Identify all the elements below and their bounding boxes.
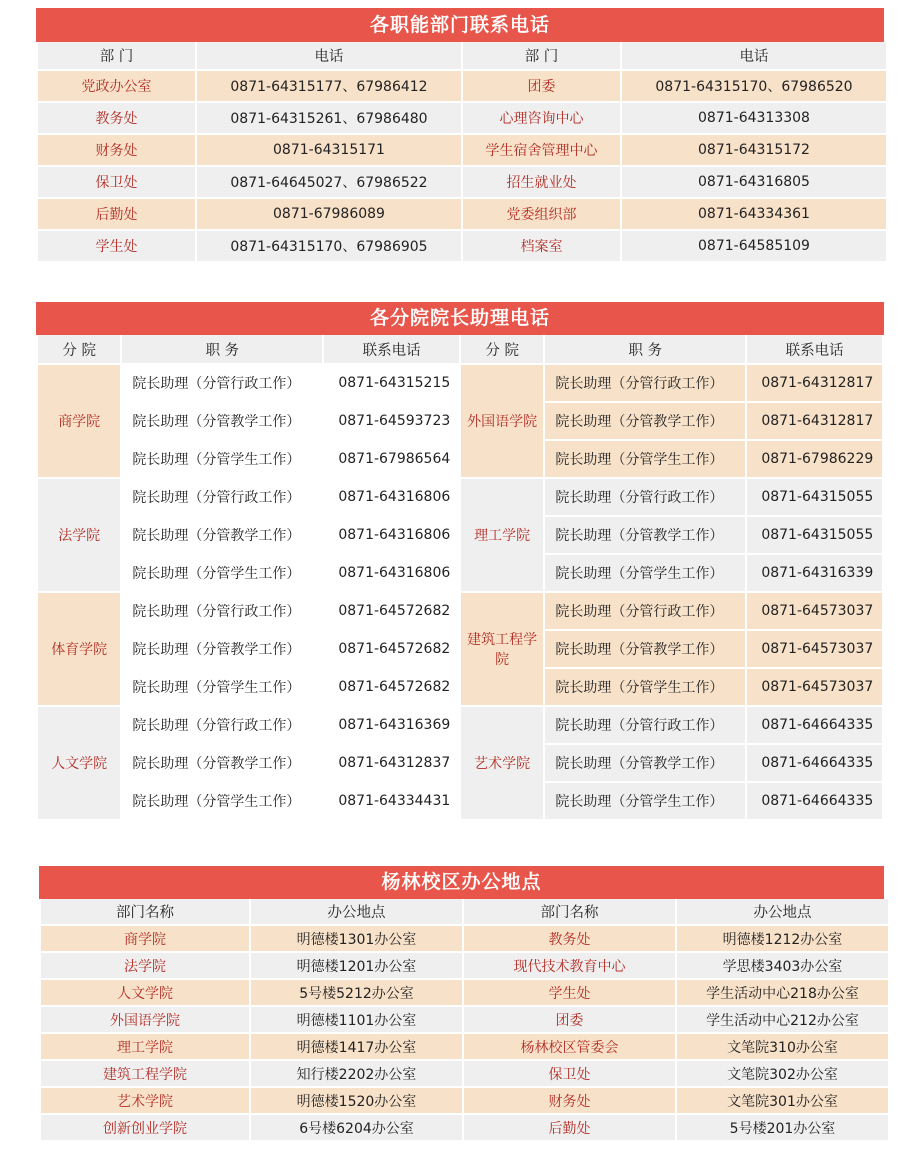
post-title: 院长助理（分管学生工作） (122, 669, 322, 705)
phone: 0871-64585109 (622, 231, 886, 261)
phone: 0871-64315261、67986480 (197, 103, 461, 133)
table-row (38, 707, 882, 743)
section-title: 各职能部门联系电话 (36, 8, 884, 42)
header-dept: 部 门 (38, 42, 195, 69)
dept-name: 建筑工程学院 (41, 1061, 249, 1086)
post-title: 院长助理（分管行政工作） (122, 479, 322, 515)
header-college: 分 院 (461, 335, 543, 363)
dept-name: 保卫处 (464, 1061, 675, 1086)
dept-name: 商学院 (41, 926, 249, 951)
phone: 0871-64572682 (324, 593, 459, 629)
phone: 0871-64315172 (622, 135, 886, 165)
table-row (38, 135, 886, 165)
table-row (38, 479, 882, 515)
phone: 0871-64315170、67986520 (622, 71, 886, 101)
phone: 0871-67986564 (324, 441, 459, 477)
office-location: 知行楼2202办公室 (251, 1061, 462, 1086)
college-name: 人文学院 (38, 707, 120, 819)
college-name: 外国语学院 (461, 365, 543, 477)
dept-name: 招生就业处 (463, 167, 620, 197)
dept-name: 学生处 (38, 231, 195, 261)
phone: 0871-64334431 (324, 783, 459, 819)
post-title: 院长助理（分管教学工作） (545, 631, 745, 667)
office-location: 文笔院310办公室 (677, 1034, 888, 1059)
phone: 0871-64316805 (622, 167, 886, 197)
post-title: 院长助理（分管教学工作） (545, 745, 745, 781)
phone: 0871-64664335 (747, 745, 882, 781)
dept-name: 保卫处 (38, 167, 195, 197)
phone: 0871-64316806 (324, 555, 459, 591)
office-location: 学生活动中心218办公室 (677, 980, 888, 1005)
table-row (41, 1088, 888, 1113)
post-title: 院长助理（分管学生工作） (122, 441, 322, 477)
office-location: 明德楼1301办公室 (251, 926, 462, 951)
college-name: 理工学院 (461, 479, 543, 591)
post-title: 院长助理（分管学生工作） (545, 783, 745, 819)
office-location: 明德楼1101办公室 (251, 1007, 462, 1032)
table-row (38, 71, 886, 101)
table-row (41, 953, 888, 978)
post-title: 院长助理（分管学生工作） (545, 555, 745, 591)
section-office-locations (39, 866, 884, 1142)
post-title: 院长助理（分管教学工作） (122, 631, 322, 667)
dept-name: 财务处 (38, 135, 195, 165)
phone: 0871-64572682 (324, 669, 459, 705)
phone: 0871-64312817 (747, 403, 882, 439)
dept-name: 团委 (464, 1007, 675, 1032)
header-phone: 电话 (197, 42, 461, 69)
phone: 0871-64645027、67986522 (197, 167, 461, 197)
header-post: 职 务 (545, 335, 745, 363)
office-location-table (39, 897, 890, 1142)
phone: 0871-64573037 (747, 669, 882, 705)
phone: 0871-64313308 (622, 103, 886, 133)
phone: 0871-64572682 (324, 631, 459, 667)
header-phone: 电话 (622, 42, 886, 69)
header-college: 分 院 (38, 335, 120, 363)
table-row (41, 1115, 888, 1140)
assistant-phone-table (36, 333, 884, 821)
phone: 0871-64664335 (747, 707, 882, 743)
dept-name: 后勤处 (464, 1115, 675, 1140)
table-row (38, 231, 886, 261)
phone: 0871-64573037 (747, 631, 882, 667)
phone: 0871-64593723 (324, 403, 459, 439)
post-title: 院长助理（分管行政工作） (122, 707, 322, 743)
post-title: 院长助理（分管学生工作） (545, 669, 745, 705)
post-title: 院长助理（分管教学工作） (545, 517, 745, 553)
office-location: 5号楼201办公室 (677, 1115, 888, 1140)
phone: 0871-64312837 (324, 745, 459, 781)
phone: 0871-64316806 (324, 479, 459, 515)
phone: 0871-64315215 (324, 365, 459, 401)
dept-name: 心理咨询中心 (463, 103, 620, 133)
office-location: 明德楼1520办公室 (251, 1088, 462, 1113)
dept-name: 外国语学院 (41, 1007, 249, 1032)
header-location: 办公地点 (251, 899, 462, 924)
dept-name: 教务处 (464, 926, 675, 951)
phone: 0871-64316806 (324, 517, 459, 553)
college-name: 体育学院 (38, 593, 120, 705)
post-title: 院长助理（分管行政工作） (545, 593, 745, 629)
table-row (38, 593, 882, 629)
dept-name: 现代技术教育中心 (464, 953, 675, 978)
table-row (38, 365, 882, 401)
phone: 0871-64316339 (747, 555, 882, 591)
dept-name: 法学院 (41, 953, 249, 978)
header-location: 办公地点 (677, 899, 888, 924)
office-location: 学生活动中心212办公室 (677, 1007, 888, 1032)
header-post: 职 务 (122, 335, 322, 363)
post-title: 院长助理（分管行政工作） (122, 593, 322, 629)
college-name: 艺术学院 (461, 707, 543, 819)
section-title: 杨林校区办公地点 (39, 866, 884, 899)
office-location: 明德楼1417办公室 (251, 1034, 462, 1059)
dept-name: 档案室 (463, 231, 620, 261)
header-dept: 部门名称 (41, 899, 249, 924)
college-name: 法学院 (38, 479, 120, 591)
dept-name: 教务处 (38, 103, 195, 133)
header-dept: 部 门 (463, 42, 620, 69)
dept-name: 学生处 (464, 980, 675, 1005)
phone: 0871-64316369 (324, 707, 459, 743)
college-name: 商学院 (38, 365, 120, 477)
post-title: 院长助理（分管学生工作） (122, 783, 322, 819)
post-title: 院长助理（分管行政工作） (545, 479, 745, 515)
header-phone: 联系电话 (324, 335, 459, 363)
table-row (41, 1061, 888, 1086)
post-title: 院长助理（分管学生工作） (545, 441, 745, 477)
table-row (38, 199, 886, 229)
phone: 0871-67986229 (747, 441, 882, 477)
phone: 0871-64315055 (747, 517, 882, 553)
dept-name: 创新创业学院 (41, 1115, 249, 1140)
college-name: 建筑工程学院 (461, 593, 543, 705)
office-location: 文笔院301办公室 (677, 1088, 888, 1113)
dept-name: 艺术学院 (41, 1088, 249, 1113)
table-row (41, 980, 888, 1005)
office-location: 学思楼3403办公室 (677, 953, 888, 978)
phone: 0871-64312817 (747, 365, 882, 401)
office-location: 6号楼6204办公室 (251, 1115, 462, 1140)
post-title: 院长助理（分管行政工作） (122, 365, 322, 401)
dept-name: 学生宿舍管理中心 (463, 135, 620, 165)
post-title: 院长助理（分管教学工作） (122, 403, 322, 439)
office-location: 5号楼5212办公室 (251, 980, 462, 1005)
department-phone-table (36, 40, 888, 263)
phone: 0871-67986089 (197, 199, 461, 229)
section-title: 各分院院长助理电话 (36, 302, 884, 335)
header-dept: 部门名称 (464, 899, 675, 924)
office-location: 明德楼1201办公室 (251, 953, 462, 978)
table-row (41, 926, 888, 951)
table-row (38, 167, 886, 197)
header-phone: 联系电话 (747, 335, 882, 363)
post-title: 院长助理（分管行政工作） (545, 707, 745, 743)
phone: 0871-64315171 (197, 135, 461, 165)
phone: 0871-64334361 (622, 199, 886, 229)
dept-name: 党政办公室 (38, 71, 195, 101)
post-title: 院长助理（分管教学工作） (122, 745, 322, 781)
dept-name: 理工学院 (41, 1034, 249, 1059)
office-location: 文笔院302办公室 (677, 1061, 888, 1086)
dept-name: 财务处 (464, 1088, 675, 1113)
dept-name: 团委 (463, 71, 620, 101)
post-title: 院长助理（分管学生工作） (122, 555, 322, 591)
section-assistant-phones (36, 302, 884, 821)
dept-name: 人文学院 (41, 980, 249, 1005)
table-row (41, 1007, 888, 1032)
dept-name: 杨林校区管委会 (464, 1034, 675, 1059)
phone: 0871-64664335 (747, 783, 882, 819)
post-title: 院长助理（分管行政工作） (545, 365, 745, 401)
post-title: 院长助理（分管教学工作） (122, 517, 322, 553)
phone: 0871-64315055 (747, 479, 882, 515)
dept-name: 党委组织部 (463, 199, 620, 229)
table-row (41, 1034, 888, 1059)
phone: 0871-64573037 (747, 593, 882, 629)
section-department-phones (36, 8, 884, 263)
post-title: 院长助理（分管教学工作） (545, 403, 745, 439)
phone: 0871-64315170、67986905 (197, 231, 461, 261)
office-location: 明德楼1212办公室 (677, 926, 888, 951)
phone: 0871-64315177、67986412 (197, 71, 461, 101)
dept-name: 后勤处 (38, 199, 195, 229)
table-row (38, 103, 886, 133)
